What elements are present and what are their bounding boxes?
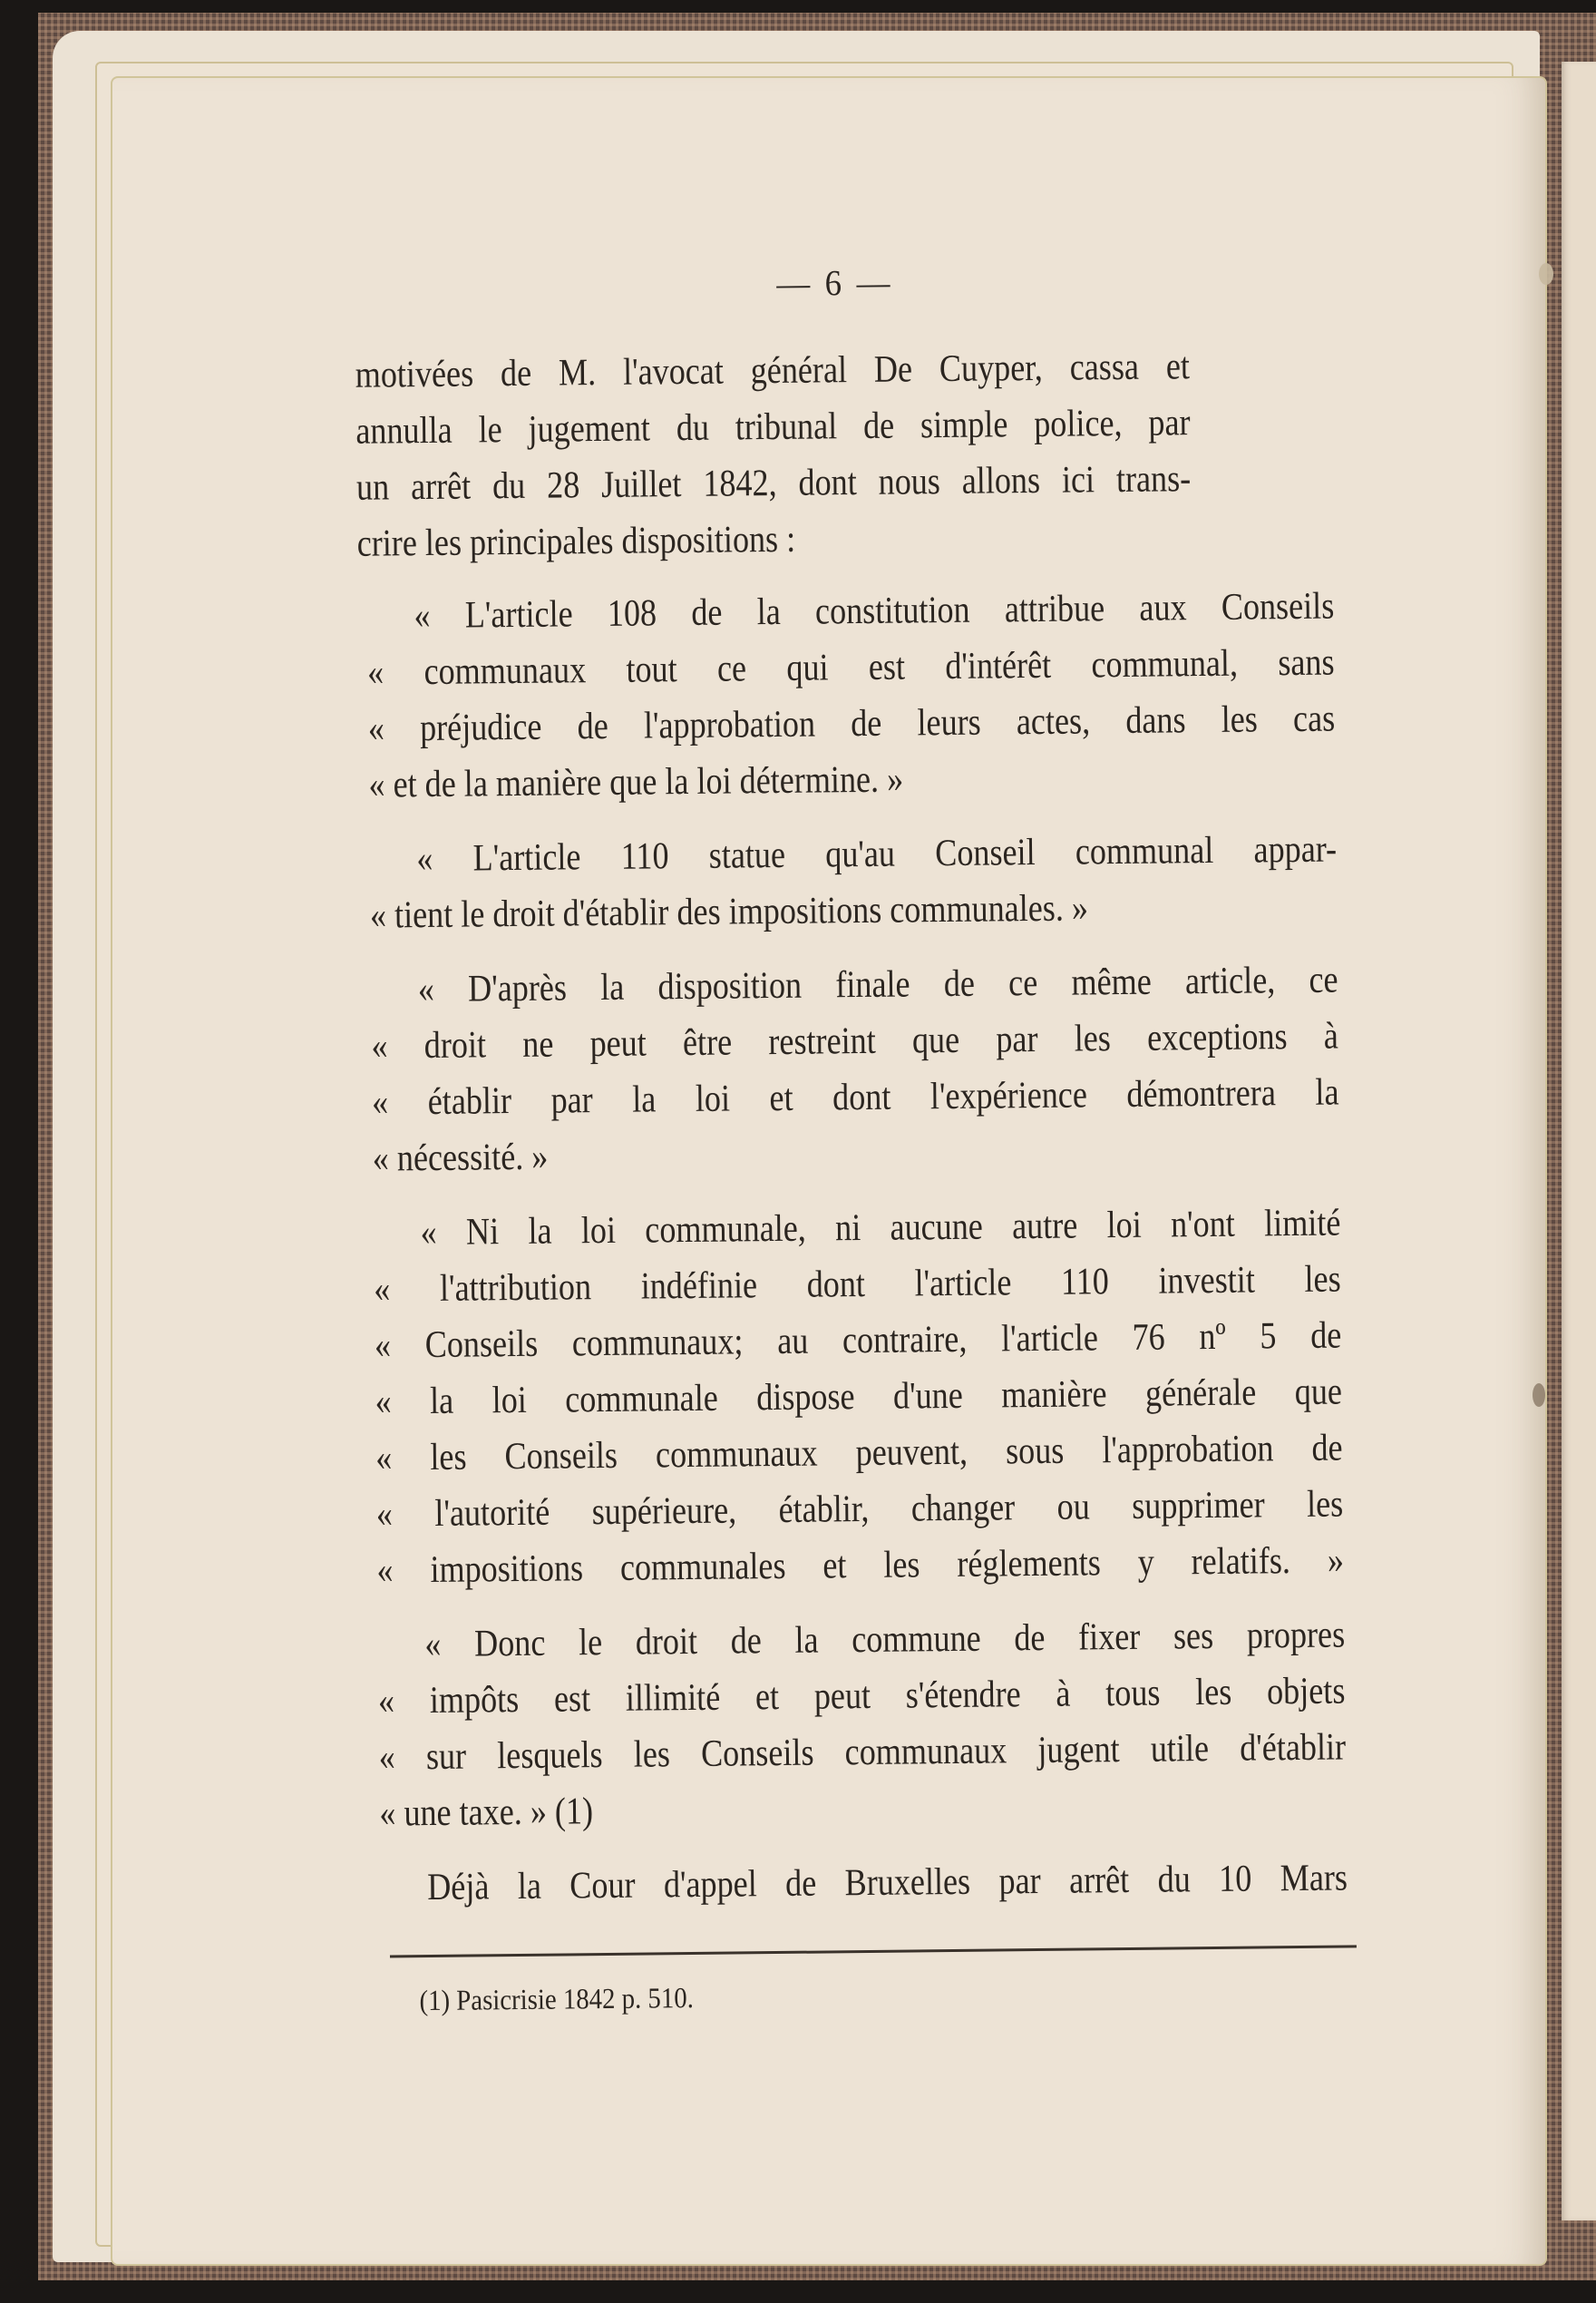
- text-line: annulla le jugement du tribunal de simple police, par: [355, 402, 1191, 453]
- text-line: un arrêt du 28 Juillet 1842, dont nous allons ici trans-: [355, 458, 1192, 509]
- footnote-rule: [390, 1945, 1357, 1957]
- text-line: crire les principales dispositions :: [356, 518, 796, 565]
- quote-line: « Donc le droit de la commune de fixer ses propres: [424, 1614, 1346, 1666]
- text-line: motivées de M. l'avocat général De Cuyper, cassa et: [355, 346, 1191, 396]
- quote-line: « l'autorité supérieure, établir, changer ou supprimer les: [375, 1483, 1344, 1536]
- quote-line: « et de la manière que la loi détermine. »: [368, 758, 904, 806]
- text-line: Déjà la Cour d'appel de Bruxelles par arrêt du 10 Mars: [426, 1857, 1348, 1909]
- quote-line: « Conseils communaux; au contraire, l'article 76 nº 5 de: [374, 1314, 1342, 1367]
- quote-line: « les Conseils communaux peuvent, sous l'approbation de: [375, 1427, 1343, 1479]
- quote-line: « L'article 108 de la constitution attribue aux Conseils: [414, 585, 1335, 638]
- footnote-reference[interactable]: (1): [554, 1791, 594, 1833]
- quote-text: « une taxe. »: [379, 1791, 556, 1835]
- quote-line: « la loi communale dispose d'une manière générale que: [375, 1371, 1343, 1423]
- page-number: — 6 —: [776, 261, 894, 304]
- quote-line: « impositions communales et les réglements y relatifs. »: [376, 1539, 1345, 1592]
- quote-line: « établir par la loi et dont l'expérience démontrera la: [371, 1071, 1339, 1124]
- quote-line: « D'après la disposition finale de ce même article, ce: [417, 959, 1338, 1011]
- quote-line: « tient le droit d'établir des impositions communales. »: [369, 887, 1089, 937]
- quote-line: « Ni la loi communale, ni aucune autre loi n'ont limité: [420, 1202, 1341, 1254]
- quote-line: « sur lesquels les Conseils communaux jugent utile d'établir: [378, 1726, 1347, 1779]
- quote-line: « droit ne peut être restreint que par les exceptions à: [371, 1015, 1339, 1068]
- footnote: (1) Pasicrisie 1842 p. 510.: [419, 1980, 695, 2017]
- quote-line: « impôts est illimité et peut s'étendre à tous les objets: [377, 1670, 1346, 1722]
- quote-line: « préjudice de l'approbation de leurs actes, dans les cas: [367, 698, 1336, 750]
- quote-line: « l'attribution indéfinie dont l'article 110 investit les: [374, 1258, 1341, 1311]
- quote-line: [379, 1778, 1347, 1839]
- quote-line: « nécessité. »: [372, 1136, 549, 1180]
- quote-line: « L'article 110 statue qu'au Conseil communal appar-: [416, 828, 1338, 881]
- quote-line: « communaux tout ce qui est d'intérêt communal, sans: [366, 641, 1335, 694]
